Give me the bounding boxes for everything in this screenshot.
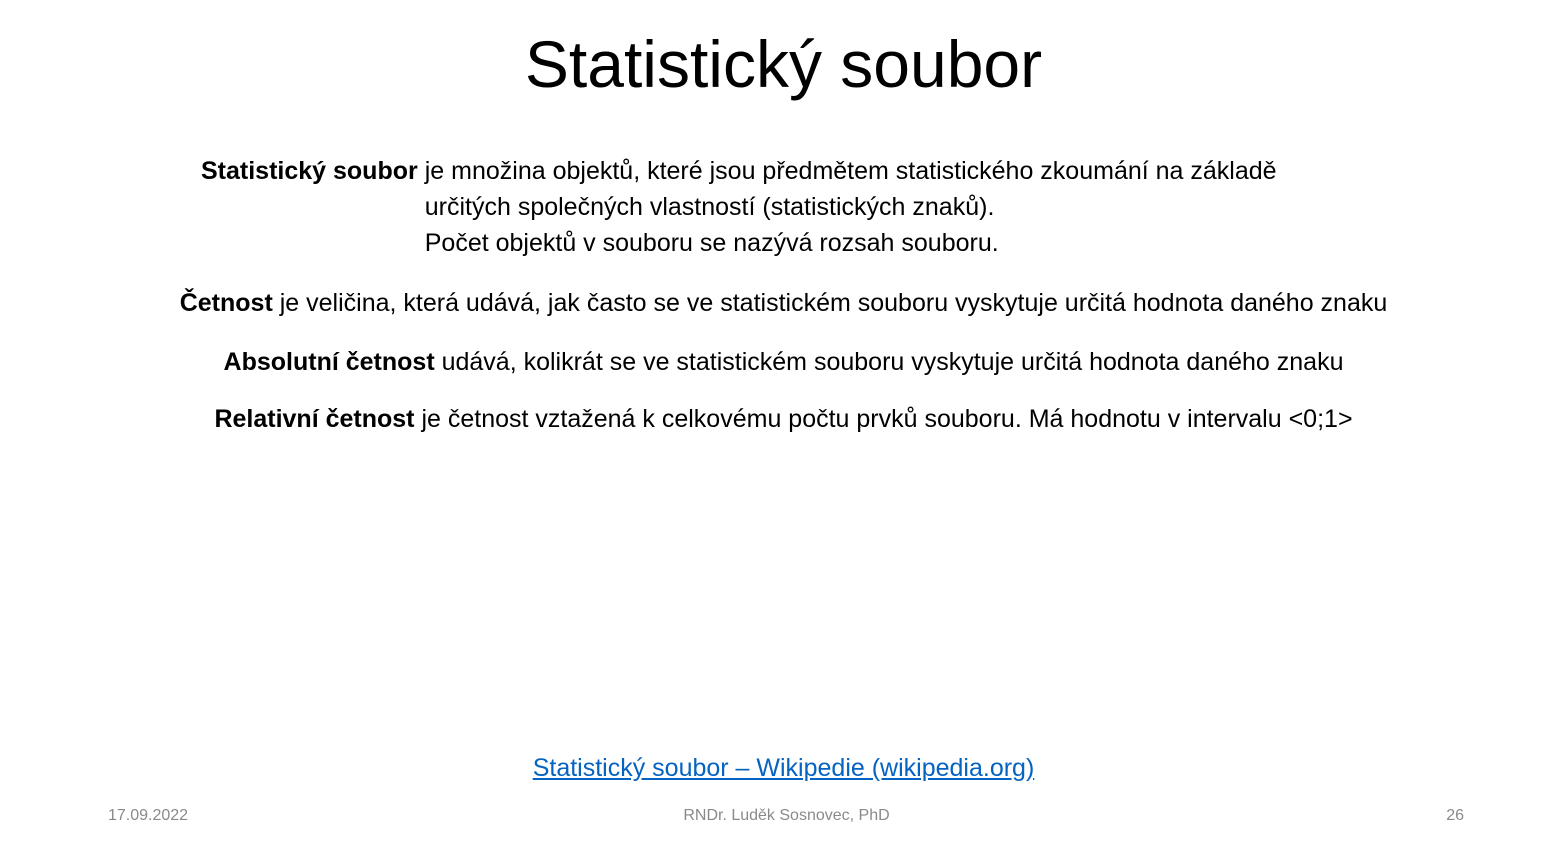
definition-cetnost	[0, 286, 1567, 320]
definition-statisticky-soubor	[201, 153, 1277, 261]
wikipedia-link[interactable]: Statistický soubor – Wikipedie (wikipedia.org)	[532, 754, 1035, 782]
term-relativni-cetnost: Relativní četnost	[214, 405, 415, 433]
footer-page-number: 26	[1446, 807, 1464, 824]
source-link-container	[0, 752, 1567, 784]
definition-cetnost-text: je veličina, která udává, jak často se ve statistickém souboru vyskytuje určitá hodnota daného znaku	[272, 289, 1388, 317]
definition-absolutni-text: udává, kolikrát se ve statistickém souboru vyskytuje určitá hodnota daného znaku	[434, 348, 1344, 376]
definition-lines	[425, 153, 1277, 261]
definition-line-1: je množina objektů, které jsou předmětem statistického zkoumání na základě	[424, 157, 1277, 185]
definition-line-2: určitých společných vlastností (statistických znaků).	[424, 193, 995, 221]
term-statisticky-soubor: Statistický soubor	[201, 157, 418, 185]
definition-line-3: Počet objektů v souboru se nazývá rozsah souboru.	[424, 229, 999, 257]
term-cetnost: Četnost	[179, 289, 273, 317]
slide-title: Statistický soubor	[524, 27, 1043, 101]
term-absolutni-cetnost: Absolutní četnost	[223, 348, 435, 376]
definition-relativni-text: je četnost vztažená k celkovému počtu prvků souboru. Má hodnotu v intervalu <0;1>	[414, 405, 1353, 433]
footer-date: 17.09.2022	[108, 807, 189, 824]
footer-author: RNDr. Luděk Sosnovec, PhD	[683, 807, 890, 824]
definition-relativni-cetnost	[0, 402, 1567, 436]
definition-absolutni-cetnost	[0, 345, 1567, 379]
